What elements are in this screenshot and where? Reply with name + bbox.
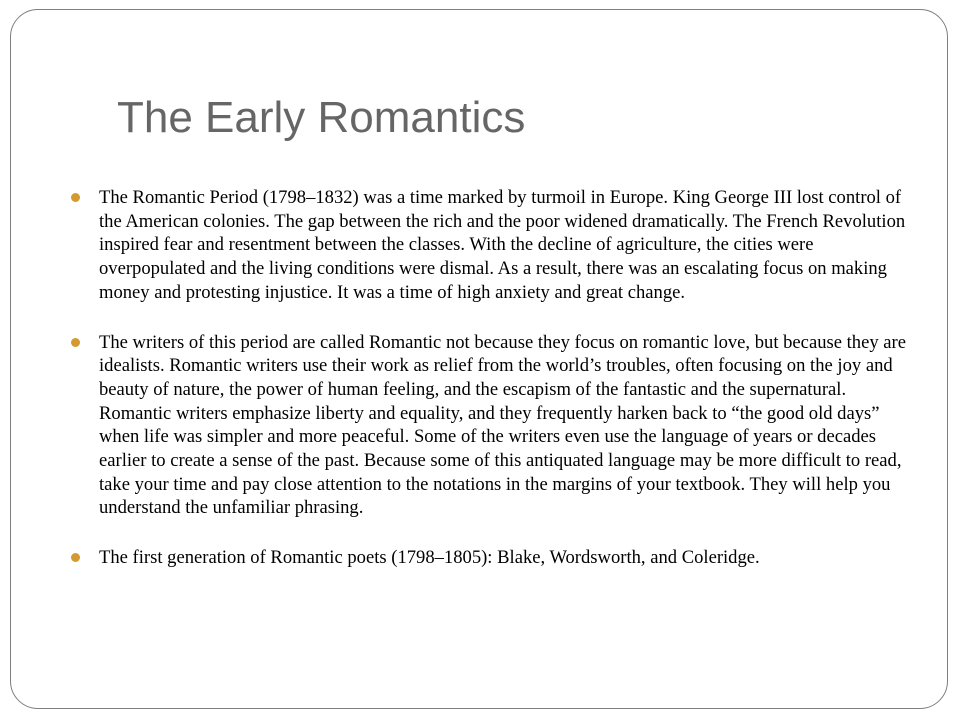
bullet-dot-icon <box>71 338 80 347</box>
bullet-item-romantic-period <box>71 186 921 305</box>
bullet-text: The first generation of Romantic poets (1798–1805): Blake, Wordsworth, and Coleridge. <box>99 547 760 569</box>
bullet-item-first-generation <box>71 546 921 570</box>
bullet-text: The writers of this period are called Romantic not because they focus on romantic love, but because they are idealists. Romantic writers use their work as relief from the world’s troubles, often focusing on the joy and beauty of nature, the power of human feeling, and the escapism of the fantastic and the supernatural. Romantic writers emphasize liberty and equality, and they frequently harken back to “the good old days” when life was simpler and more peaceful. Some of the writers even use the language of years or decades earlier to create a sense of the past. Because some of this antiquated language may be more difficult to read, take your time and pay close attention to the notations in the margins of your textbook. They will help you understand the unfamiliar phrasing. <box>99 331 906 519</box>
slide-body <box>71 186 921 570</box>
bullet-dot-icon <box>71 193 80 202</box>
slide-title: The Early Romantics <box>117 93 526 142</box>
bullet-dot-icon <box>71 553 80 562</box>
bullet-text: The Romantic Period (1798–1832) was a time marked by turmoil in Europe. King George III lost control of the American colonies. The gap between the rich and the poor widened dramatically. The French Revolution inspired fear and resentment between the classes. With the decline of agriculture, the cities were overpopulated and the living conditions were dismal. As a result, there was an escalating focus on making money and protesting injustice. It was a time of high anxiety and great change. <box>99 187 906 303</box>
bullet-item-romantic-writers <box>71 331 921 521</box>
slide-frame <box>10 9 948 709</box>
